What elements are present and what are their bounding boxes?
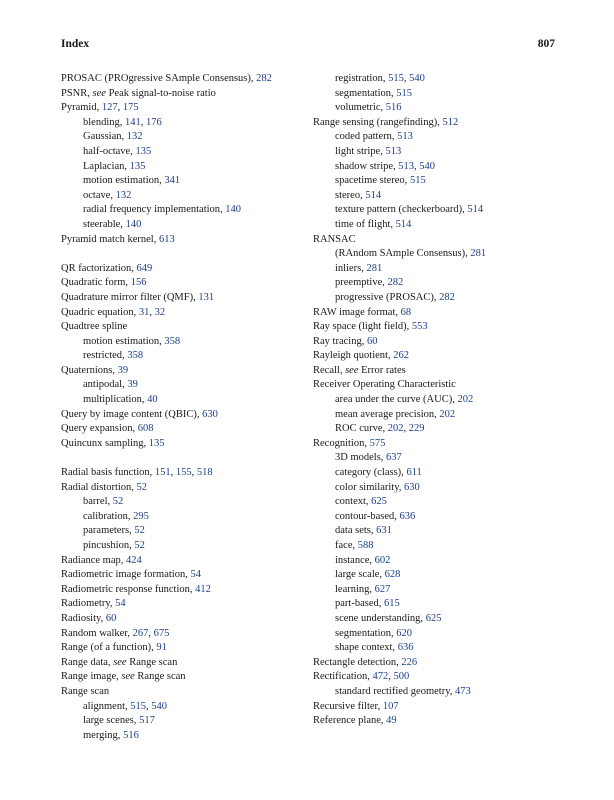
page-link[interactable]: 52 bbox=[136, 481, 148, 493]
entry-term: data sets, bbox=[335, 525, 377, 537]
page-link[interactable]: 516 bbox=[123, 729, 139, 741]
page-link[interactable]: 649 bbox=[136, 262, 153, 274]
index-subentry: alignment, 515, 540 bbox=[83, 700, 167, 712]
page-link[interactable]: 515 bbox=[130, 700, 146, 712]
index-subentry bbox=[61, 495, 301, 510]
index-entry bbox=[313, 116, 553, 131]
see-target: Range scan bbox=[126, 656, 178, 668]
page-link[interactable]: 358 bbox=[127, 350, 144, 362]
page-link[interactable]: 513 bbox=[397, 131, 413, 143]
page-link[interactable]: 628 bbox=[384, 569, 401, 581]
entry-term: Radial basis function, bbox=[61, 467, 155, 479]
entry-term: Receiver Operating Characteristic bbox=[313, 379, 456, 391]
page-link[interactable]: 140 bbox=[225, 204, 242, 216]
index-entry bbox=[61, 87, 301, 102]
entry-term: Radiometric response function, bbox=[61, 583, 196, 595]
page-link[interactable]: 514 bbox=[467, 204, 484, 216]
entry-term: progressive (PROSAC), bbox=[335, 291, 440, 303]
page-link[interactable]: 226 bbox=[401, 656, 418, 668]
page-link[interactable]: 608 bbox=[137, 423, 154, 435]
page-link[interactable]: 202 bbox=[439, 408, 456, 420]
index-subentry bbox=[61, 160, 301, 175]
index-entry bbox=[61, 641, 301, 656]
page-link[interactable]: 267 bbox=[132, 627, 149, 639]
page-header bbox=[61, 38, 555, 50]
page-link[interactable]: 515 bbox=[388, 73, 404, 84]
page-link[interactable]: 91 bbox=[156, 642, 167, 654]
entry-term: Pyramid, bbox=[61, 102, 102, 114]
index-subentry bbox=[61, 524, 301, 539]
entry-term: segmentation, bbox=[335, 87, 397, 99]
index-subentry bbox=[313, 203, 553, 218]
index-subentry bbox=[61, 218, 301, 233]
page-number: 807 bbox=[537, 38, 555, 50]
index-subentry bbox=[61, 510, 301, 525]
index-entry bbox=[61, 685, 301, 700]
page-link[interactable]: 636 bbox=[399, 510, 416, 522]
entry-term: Range image, bbox=[61, 671, 122, 683]
index-subentry bbox=[313, 554, 553, 569]
see-reference: see bbox=[345, 364, 359, 376]
entry-term: 3D models, bbox=[335, 452, 387, 464]
entry-term: Recursive filter, bbox=[313, 700, 383, 712]
page-link[interactable]: 52 bbox=[134, 540, 145, 551]
entry-term: Query expansion, bbox=[61, 423, 138, 435]
page-link[interactable]: 202 bbox=[457, 394, 474, 406]
entry-term: Range data, bbox=[61, 656, 114, 668]
page-link[interactable]: 282 bbox=[439, 291, 455, 303]
page-link[interactable]: 473 bbox=[455, 685, 471, 697]
page-link[interactable]: 54 bbox=[190, 569, 201, 581]
entry-term: Quadtree spline bbox=[61, 321, 128, 333]
page-link[interactable]: 295 bbox=[133, 510, 149, 522]
index-entry bbox=[61, 276, 301, 291]
entry-term: Range scan bbox=[61, 685, 110, 697]
entry-term: Recognition, bbox=[313, 437, 370, 449]
page-link[interactable]: 636 bbox=[397, 642, 414, 654]
index-entry bbox=[61, 656, 301, 671]
page-link[interactable]: 611 bbox=[406, 467, 422, 479]
page-link[interactable]: 513 bbox=[385, 145, 402, 157]
index-entry bbox=[313, 656, 553, 671]
entry-term: Quaternions, bbox=[61, 364, 118, 376]
entry-term: large scenes, bbox=[83, 715, 140, 727]
index-entry bbox=[61, 554, 301, 569]
page-link[interactable]: 625 bbox=[425, 612, 442, 624]
page-link[interactable]: 602 bbox=[374, 554, 391, 566]
page-link[interactable]: 637 bbox=[386, 452, 402, 464]
page-link[interactable]: 625 bbox=[371, 496, 387, 508]
page-link[interactable]: 68 bbox=[400, 306, 412, 318]
index-subentry: shadow stripe, 513, 540 bbox=[335, 160, 436, 172]
index-entry bbox=[313, 700, 553, 715]
index-subentry bbox=[313, 130, 553, 145]
page-link[interactable]: 513 bbox=[398, 160, 415, 172]
index-entry bbox=[61, 422, 301, 437]
entry-term: Recall, bbox=[313, 364, 346, 376]
page-link[interactable]: 132 bbox=[126, 131, 143, 143]
page-link[interactable]: 630 bbox=[404, 481, 420, 493]
entry-term: shape context, bbox=[335, 642, 398, 654]
entry-term: Quincunx sampling, bbox=[61, 437, 149, 449]
entry-term: restricted, bbox=[83, 350, 128, 362]
see-target: Error rates bbox=[358, 364, 406, 376]
index-entry bbox=[313, 364, 553, 379]
index-subentry bbox=[313, 247, 553, 262]
index-entry bbox=[61, 72, 301, 87]
index-subentry bbox=[313, 510, 553, 525]
index-entry bbox=[313, 320, 553, 335]
entry-term: calibration, bbox=[83, 510, 134, 522]
index-subentry bbox=[313, 189, 553, 204]
entry-term: alignment, bbox=[83, 700, 131, 712]
index-entry: Quadric equation, 31, 32 bbox=[61, 306, 166, 318]
entry-term: Ray tracing, bbox=[313, 335, 367, 347]
entry-term: Reference plane, bbox=[313, 715, 387, 727]
index-subentry bbox=[61, 714, 301, 729]
page-link[interactable]: 514 bbox=[395, 218, 412, 230]
entry-term: category (class), bbox=[335, 467, 407, 479]
index-entry bbox=[61, 320, 301, 335]
page-link[interactable]: 516 bbox=[385, 102, 402, 114]
see-target: Range scan bbox=[134, 671, 186, 683]
index-subentry bbox=[313, 685, 553, 700]
index-entry: Pyramid, 127, 175 bbox=[61, 102, 139, 114]
index-subentry bbox=[313, 262, 553, 277]
page-link[interactable]: 282 bbox=[387, 277, 404, 289]
entry-term: multiplication, bbox=[83, 394, 148, 406]
index-subentry bbox=[313, 597, 553, 612]
entry-term: Ray space (light field), bbox=[313, 321, 412, 333]
index-subentry bbox=[313, 218, 553, 233]
index-subentry bbox=[61, 130, 301, 145]
entry-term: Pyramid match kernel, bbox=[61, 233, 159, 245]
page-link[interactable]: 141 bbox=[125, 116, 141, 128]
entry-term: scene understanding, bbox=[335, 612, 426, 624]
entry-term: Quadratic form, bbox=[61, 277, 131, 289]
page-link[interactable]: 60 bbox=[366, 335, 378, 347]
index-subentry bbox=[313, 539, 553, 554]
entry-term: Rectification, bbox=[313, 671, 373, 683]
page-link[interactable]: 151 bbox=[154, 467, 171, 479]
index-subentry bbox=[313, 495, 553, 510]
index-subentry bbox=[61, 189, 301, 204]
index-entry bbox=[61, 291, 301, 306]
entry-term: inliers, bbox=[335, 262, 367, 274]
index-entry: Random walker, 267, 675 bbox=[61, 627, 170, 639]
page-link[interactable]: 135 bbox=[148, 437, 165, 449]
page-link[interactable]: 472 bbox=[372, 671, 389, 683]
entry-term: Radial distortion, bbox=[61, 481, 137, 493]
entry-term: Quadric equation, bbox=[61, 306, 139, 318]
index-entry bbox=[313, 437, 553, 452]
entry-term: octave, bbox=[83, 189, 116, 201]
index-subentry bbox=[313, 87, 553, 102]
entry-term: preemptive, bbox=[335, 277, 388, 289]
entry-term: Laplacian, bbox=[83, 160, 130, 172]
page-link[interactable]: 127 bbox=[101, 102, 118, 114]
index-subentry: blending, 141, 176 bbox=[83, 116, 162, 128]
entry-term: Radiance map, bbox=[61, 554, 127, 566]
index-subentry bbox=[61, 174, 301, 189]
entry-term: ROC curve, bbox=[335, 423, 388, 435]
entry-term: face, bbox=[335, 540, 358, 551]
page-link[interactable]: 54 bbox=[115, 598, 126, 610]
page-link[interactable]: 517 bbox=[139, 715, 155, 727]
entry-term: Range (of a function), bbox=[61, 642, 157, 654]
entry-term: light stripe, bbox=[335, 145, 386, 157]
page-link[interactable]: 630 bbox=[202, 408, 218, 420]
page-link[interactable]: 156 bbox=[130, 277, 147, 289]
index-subentry bbox=[313, 408, 553, 423]
entry-term: shadow stripe, bbox=[335, 160, 399, 172]
index-subentry bbox=[313, 393, 553, 408]
page-link[interactable]: 52 bbox=[112, 496, 124, 508]
page-link[interactable]: 107 bbox=[382, 700, 399, 712]
page-link[interactable]: 500 bbox=[393, 671, 410, 683]
index-subentry bbox=[61, 539, 301, 554]
page-link[interactable]: 341 bbox=[164, 175, 181, 187]
index-subentry bbox=[313, 145, 553, 160]
page-link[interactable]: 540 bbox=[151, 700, 167, 712]
index-subentry bbox=[313, 466, 553, 481]
entry-term: coded pattern, bbox=[335, 131, 398, 143]
entry-term: context, bbox=[335, 496, 372, 508]
page-link[interactable]: 175 bbox=[122, 102, 139, 114]
page-link[interactable]: 60 bbox=[105, 612, 117, 624]
index-subentry bbox=[313, 481, 553, 496]
page-link[interactable]: 518 bbox=[196, 467, 213, 479]
page-link[interactable]: 675 bbox=[153, 627, 170, 639]
index-entry bbox=[61, 233, 301, 248]
page-link[interactable]: 282 bbox=[256, 73, 272, 84]
page-link[interactable]: 229 bbox=[408, 423, 425, 435]
index-entry bbox=[61, 408, 301, 423]
entry-term: color similarity, bbox=[335, 481, 405, 493]
index-entry bbox=[61, 612, 301, 627]
index-subentry bbox=[313, 451, 553, 466]
entry-term: half-octave, bbox=[83, 145, 136, 157]
index-entry bbox=[313, 233, 553, 248]
index-subentry bbox=[313, 612, 553, 627]
entry-term: Range sensing (rangefinding), bbox=[313, 116, 443, 128]
entry-term: PROSAC (PROgressive SAmple Consensus), bbox=[61, 73, 257, 84]
entry-term: segmentation, bbox=[335, 627, 397, 639]
entry-term: time of flight, bbox=[335, 218, 396, 230]
see-reference: see bbox=[92, 87, 106, 99]
entry-term: mean average precision, bbox=[335, 408, 440, 420]
page-link[interactable]: 135 bbox=[129, 160, 146, 172]
index-entry bbox=[313, 335, 553, 350]
entry-term: Random walker, bbox=[61, 627, 133, 639]
see-reference: see bbox=[113, 656, 127, 668]
page-link[interactable]: 514 bbox=[365, 189, 382, 201]
index-subentry bbox=[313, 174, 553, 189]
entry-term: contour-based, bbox=[335, 510, 400, 522]
index-column-left bbox=[61, 72, 301, 743]
index-subentry: ROC curve, 202, 229 bbox=[335, 423, 425, 435]
index-subentry bbox=[313, 568, 553, 583]
page-link[interactable]: 49 bbox=[386, 715, 397, 727]
entry-term: motion estimation, bbox=[83, 175, 165, 187]
entry-term: motion estimation, bbox=[83, 335, 165, 347]
entry-term: QR factorization, bbox=[61, 262, 137, 274]
page-link[interactable]: 135 bbox=[135, 145, 152, 157]
index-entry bbox=[61, 437, 301, 452]
index-entry bbox=[313, 378, 553, 393]
page-link[interactable]: 358 bbox=[164, 335, 181, 347]
index-subentry bbox=[61, 349, 301, 364]
page-link[interactable]: 52 bbox=[134, 525, 145, 537]
entry-term: Rayleigh quotient, bbox=[313, 350, 394, 362]
page-link[interactable]: 615 bbox=[383, 598, 400, 610]
index-entry: Rectification, 472, 500 bbox=[313, 671, 410, 683]
index-entry bbox=[313, 349, 553, 364]
page-link[interactable]: 131 bbox=[198, 291, 215, 303]
index-subentry bbox=[313, 641, 553, 656]
page-link[interactable]: 424 bbox=[126, 554, 142, 566]
index-subentry: registration, 515, 540 bbox=[335, 73, 425, 84]
entry-term: steerable, bbox=[83, 218, 126, 230]
page-link[interactable]: 39 bbox=[117, 364, 129, 376]
entry-term: learning, bbox=[335, 583, 375, 595]
entry-term: barrel, bbox=[83, 496, 113, 508]
index-subentry bbox=[313, 101, 553, 116]
entry-term: instance, bbox=[335, 554, 375, 566]
page-link[interactable]: 540 bbox=[409, 73, 425, 84]
page-link[interactable]: 613 bbox=[158, 233, 175, 245]
index-entry bbox=[61, 597, 301, 612]
entry-term: texture pattern (checkerboard), bbox=[335, 204, 468, 216]
page-link[interactable]: 39 bbox=[127, 379, 138, 391]
entry-term: Radiometric image formation, bbox=[61, 569, 191, 581]
page-link[interactable]: 31 bbox=[138, 306, 150, 318]
page-link[interactable]: 575 bbox=[369, 437, 386, 449]
page-link[interactable]: 202 bbox=[387, 423, 404, 435]
index-subentry bbox=[313, 627, 553, 642]
page-link[interactable]: 140 bbox=[125, 218, 142, 230]
page-link[interactable]: 155 bbox=[175, 467, 192, 479]
index-entry bbox=[61, 364, 301, 379]
index-subentry bbox=[313, 291, 553, 306]
entry-term: Query by image content (QBIC), bbox=[61, 408, 203, 420]
index-subentry bbox=[313, 524, 553, 539]
entry-term: area under the curve (AUC), bbox=[335, 394, 458, 406]
index-entry bbox=[61, 568, 301, 583]
see-target: Peak signal-to-noise ratio bbox=[105, 87, 216, 99]
entry-term: large scale, bbox=[335, 569, 385, 581]
see-reference: see bbox=[121, 671, 135, 683]
index-entry: Radial basis function, 151, 155, 518 bbox=[61, 467, 213, 479]
entry-term: Rectangle detection, bbox=[313, 656, 402, 668]
index-subentry bbox=[61, 145, 301, 160]
page-link[interactable]: 40 bbox=[147, 394, 158, 406]
page-link[interactable]: 515 bbox=[396, 87, 412, 99]
page-link[interactable]: 631 bbox=[376, 525, 392, 537]
entry-term: radial frequency implementation, bbox=[83, 204, 226, 216]
index-entry bbox=[61, 262, 301, 277]
index-subentry bbox=[61, 729, 301, 744]
index-entry bbox=[61, 481, 301, 496]
entry-term: Radiometry, bbox=[61, 598, 116, 610]
entry-term: RANSAC bbox=[313, 233, 356, 245]
entry-term: Quadrature mirror filter (QMF), bbox=[61, 291, 199, 303]
page-link[interactable]: 412 bbox=[195, 583, 211, 595]
page-link[interactable]: 262 bbox=[393, 350, 409, 362]
page-link[interactable]: 627 bbox=[374, 583, 391, 595]
index-subentry bbox=[61, 203, 301, 218]
page-link[interactable]: 512 bbox=[442, 116, 459, 128]
entry-term: pincushion, bbox=[83, 540, 135, 551]
entry-term: PSNR, bbox=[61, 87, 93, 99]
page-link[interactable]: 281 bbox=[470, 248, 487, 260]
index-subentry bbox=[61, 393, 301, 408]
entry-term: parameters, bbox=[83, 525, 135, 537]
entry-term: volumetric, bbox=[335, 102, 386, 114]
entry-term: RAW image format, bbox=[313, 306, 401, 318]
page-link[interactable]: 176 bbox=[146, 116, 162, 128]
index-column-right bbox=[313, 72, 553, 729]
entry-term: Radiosity, bbox=[61, 612, 106, 624]
index-entry bbox=[313, 714, 553, 729]
index-entry bbox=[61, 583, 301, 598]
entry-term: (RAndom SAmple Consensus), bbox=[335, 248, 471, 260]
entry-term: blending, bbox=[83, 116, 125, 128]
page-link[interactable]: 588 bbox=[357, 540, 374, 551]
entry-term: merging, bbox=[83, 729, 124, 741]
entry-spacer bbox=[61, 451, 301, 466]
index-subentry bbox=[313, 583, 553, 598]
section-title: Index bbox=[61, 38, 90, 50]
index-entry bbox=[61, 670, 301, 685]
entry-term: Gaussian, bbox=[83, 131, 127, 143]
page-link[interactable]: 515 bbox=[409, 175, 426, 187]
index-subentry bbox=[61, 378, 301, 393]
entry-term: registration, bbox=[335, 73, 389, 84]
index-entry bbox=[313, 306, 553, 321]
entry-term: antipodal, bbox=[83, 379, 128, 391]
index-subentry bbox=[313, 276, 553, 291]
page-link[interactable]: 32 bbox=[154, 306, 166, 318]
page-link[interactable]: 132 bbox=[115, 189, 132, 201]
entry-term: standard rectified geometry, bbox=[335, 685, 456, 697]
page-link[interactable]: 281 bbox=[366, 262, 383, 274]
page-link[interactable]: 540 bbox=[419, 160, 436, 172]
entry-spacer bbox=[61, 247, 301, 262]
page-link[interactable]: 620 bbox=[396, 627, 412, 639]
entry-term: spacetime stereo, bbox=[335, 175, 410, 187]
index-subentry bbox=[61, 335, 301, 350]
entry-term: part-based, bbox=[335, 598, 384, 610]
entry-term: stereo, bbox=[335, 189, 366, 201]
page-link[interactable]: 553 bbox=[411, 321, 428, 333]
